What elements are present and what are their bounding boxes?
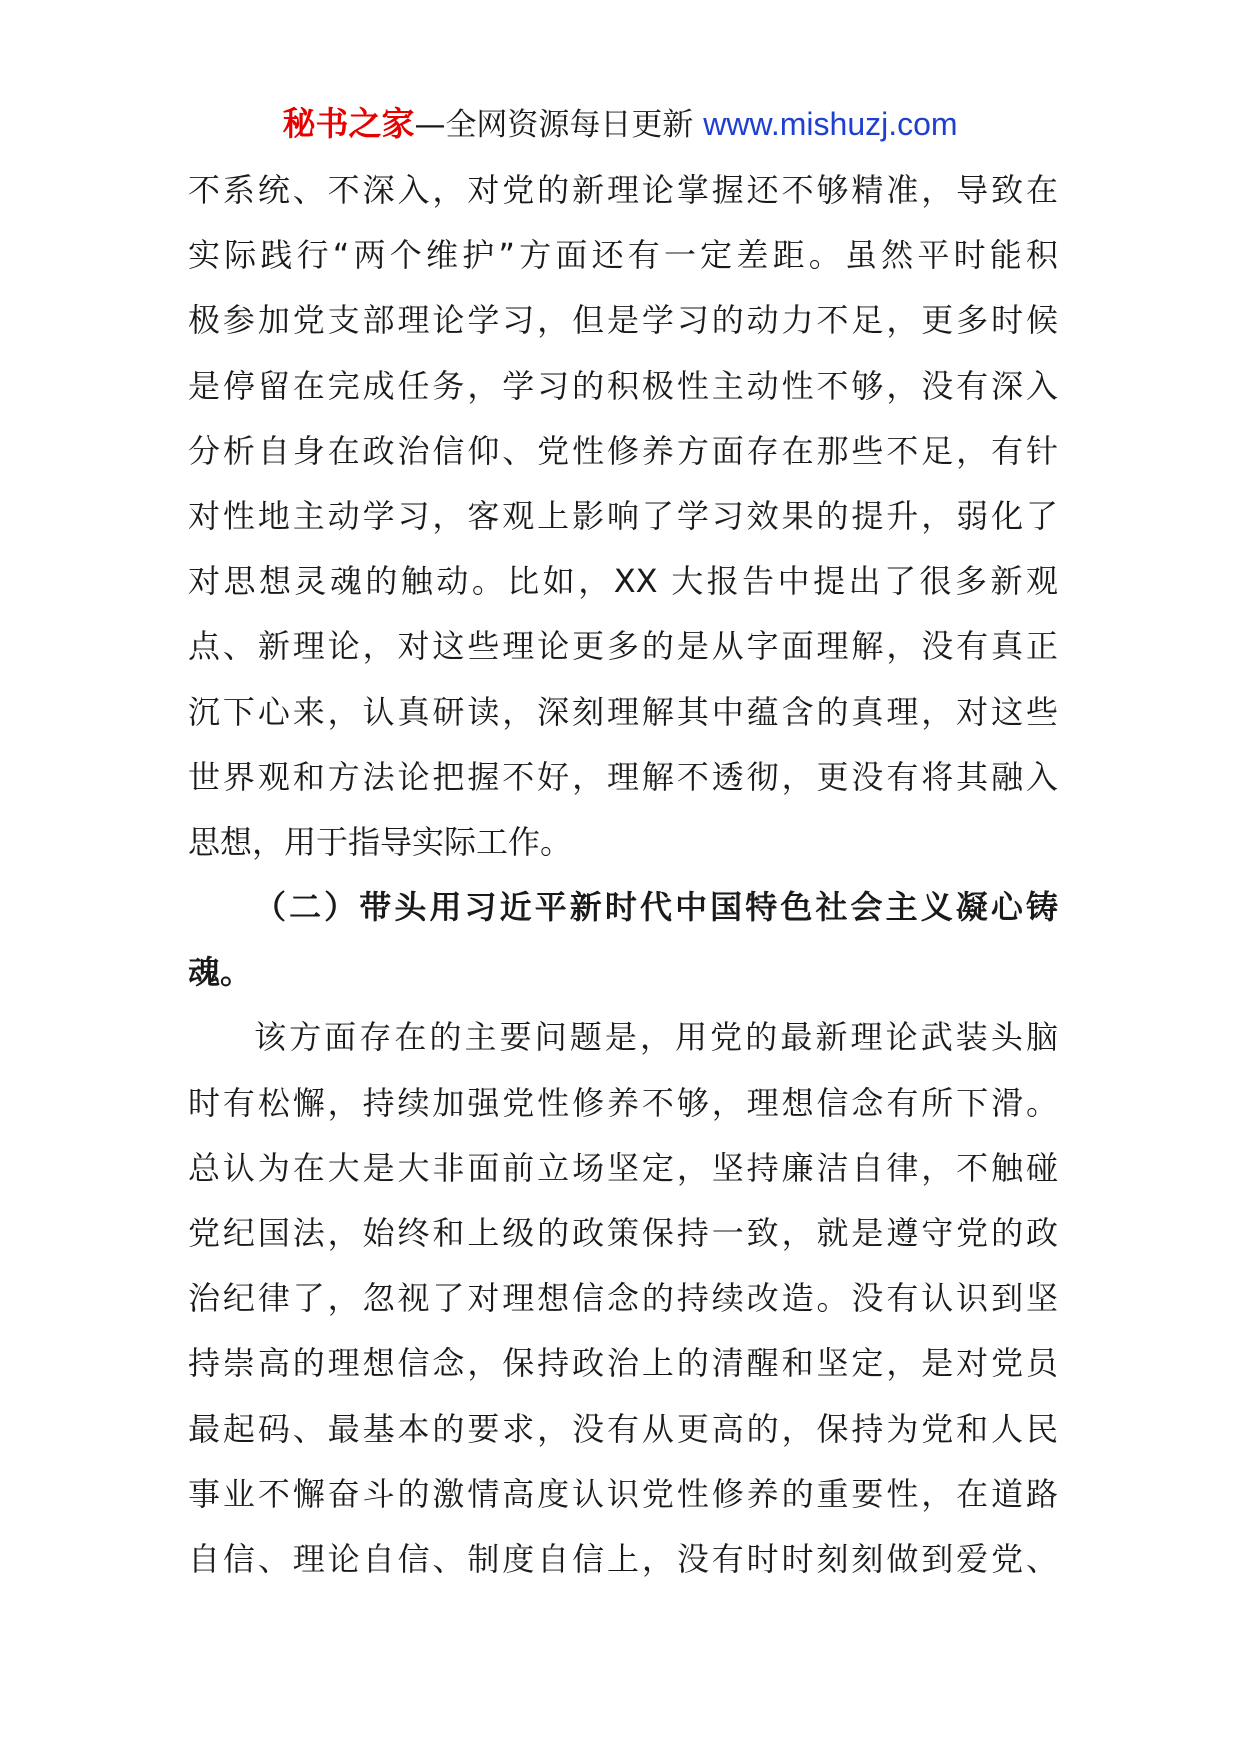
paragraph-line: 世界观和方法论把握不好，理解不透彻，更没有将其融入	[188, 757, 1058, 796]
paragraph-line: 沉下心来，认真研读，深刻理解其中蕴含的真理，对这些	[188, 692, 1058, 731]
section-heading-line: 魂。	[188, 953, 253, 992]
paragraph-line: 对思想灵魂的触动。比如，XX 大报告中提出了很多新观	[188, 562, 1058, 601]
paragraph-line: 是停留在完成任务，学习的积极性主动性不够，没有深入	[188, 366, 1058, 405]
paragraph-line: 自信、理论自信、制度自信上，没有时时刻刻做到爱党、	[188, 1539, 1058, 1578]
paragraph-line: 思想，用于指导实际工作。	[188, 822, 573, 861]
paragraph-line: 对性地主动学习，客观上影响了学习效果的提升，弱化了	[188, 496, 1058, 535]
section-heading-line: （二）带头用习近平新时代中国特色社会主义凝心铸	[254, 888, 1058, 927]
paragraph-line: 治纪律了，忽视了对理想信念的持续改造。没有认识到坚	[188, 1279, 1058, 1318]
page-header	[0, 102, 1240, 147]
paragraph-line: 时有松懈，持续加强党性修养不够，理想信念有所下滑。	[188, 1083, 1058, 1122]
header-url-link[interactable]: www.mishuzj.com	[703, 106, 958, 142]
header-brand: 秘书之家	[282, 104, 415, 143]
paragraph-line: 实际践行“两个维护”方面还有一定差距。虽然平时能积	[188, 236, 1058, 275]
paragraph-line: 持崇高的理想信念，保持政治上的清醒和坚定，是对党员	[188, 1344, 1058, 1383]
paragraph-line: 该方面存在的主要问题是，用党的最新理论武装头脑	[254, 1018, 1058, 1057]
paragraph-line: 总认为在大是大非面前立场坚定，坚持廉洁自律，不触碰	[188, 1148, 1058, 1187]
paragraph-line: 不系统、不深入，对党的新理论掌握还不够精准，导致在	[188, 171, 1058, 209]
header-tagline: —全网资源每日更新	[414, 107, 704, 143]
paragraph-line: 极参加党支部理论学习，但是学习的动力不足，更多时候	[188, 301, 1058, 340]
paragraph-line: 事业不懈奋斗的激情高度认识党性修养的重要性，在道路	[188, 1474, 1058, 1513]
paragraph-line: 分析自身在政治信仰、党性修养方面存在那些不足，有针	[188, 431, 1058, 470]
paragraph-line: 党纪国法，始终和上级的政策保持一致，就是遵守党的政	[188, 1214, 1058, 1252]
paragraph-line: 点、新理论，对这些理论更多的是从字面理解，没有真正	[188, 627, 1058, 666]
document-body	[188, 158, 1058, 1592]
paragraph-line: 最起码、最基本的要求，没有从更高的，保持为党和人民	[188, 1409, 1058, 1448]
